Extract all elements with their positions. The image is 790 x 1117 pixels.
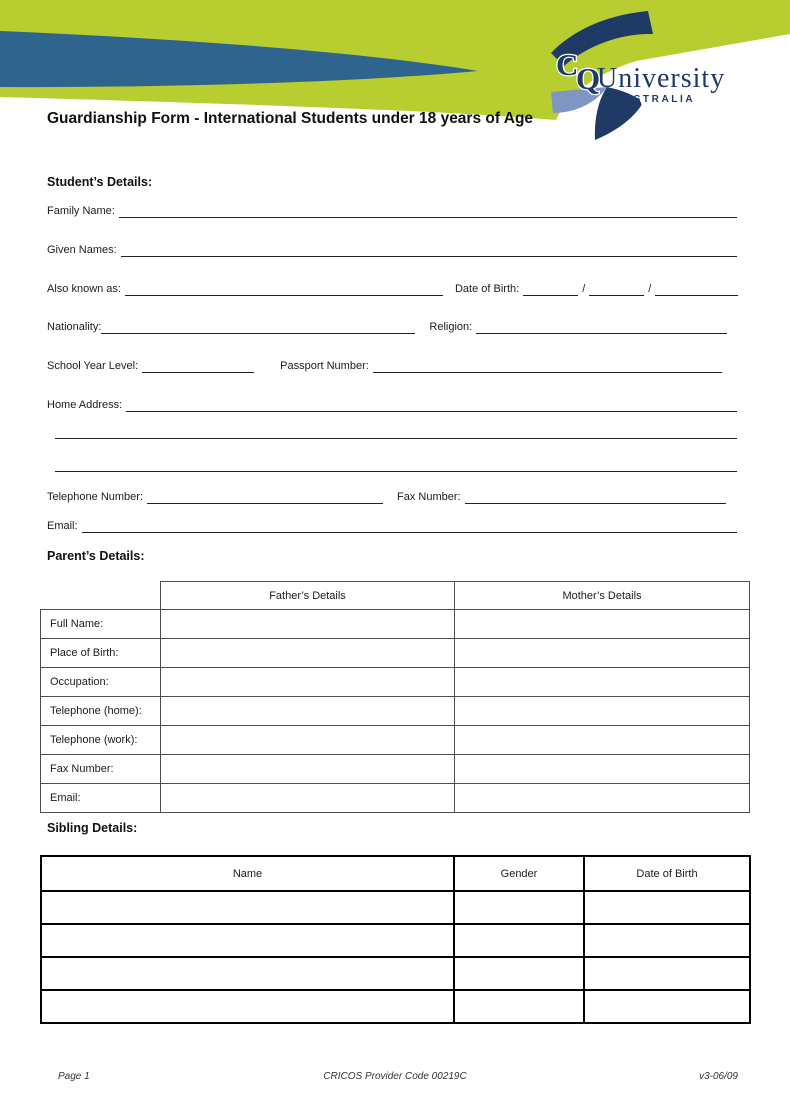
home-address-row-3 xyxy=(55,457,737,472)
mother-telephone-home-cell[interactable] xyxy=(455,697,750,726)
logo-university-wordmark: University xyxy=(597,63,726,94)
email-label: Email: xyxy=(47,520,78,532)
home-address-field-3[interactable] xyxy=(55,459,737,472)
mother-telephone-work-cell[interactable] xyxy=(455,726,750,755)
dob-day-field[interactable] xyxy=(523,283,578,296)
table-row xyxy=(41,924,750,957)
table-row xyxy=(41,639,750,668)
sibling-details-table xyxy=(40,855,751,1024)
nationality-field[interactable] xyxy=(101,321,415,334)
sibling-gender-column-header: Gender xyxy=(454,856,584,891)
table-row xyxy=(41,610,750,639)
telephone-number-field[interactable] xyxy=(147,491,383,504)
table-row xyxy=(41,755,750,784)
sibling-dob-cell[interactable] xyxy=(584,891,750,924)
father-details-column-header: Father’s Details xyxy=(161,582,455,610)
page-title: Guardianship Form - International Students under 18 years of Age xyxy=(47,110,534,127)
logo-letter-c: C xyxy=(556,47,579,82)
father-email-cell[interactable] xyxy=(161,784,455,813)
given-names-field[interactable] xyxy=(121,244,737,257)
sibling-gender-cell[interactable] xyxy=(454,891,584,924)
aka-dob-row xyxy=(47,281,738,296)
home-address-row-2 xyxy=(55,424,737,439)
telephone-work-row-label: Telephone (work): xyxy=(41,726,161,755)
email-field[interactable] xyxy=(82,520,737,533)
parent-details-heading: Parent’s Details: xyxy=(47,549,145,563)
father-full-name-cell[interactable] xyxy=(161,610,455,639)
sibling-dob-column-header: Date of Birth xyxy=(584,856,750,891)
sibling-gender-cell[interactable] xyxy=(454,924,584,957)
school-year-level-label: School Year Level: xyxy=(47,360,139,372)
dob-month-field[interactable] xyxy=(589,283,644,296)
school-passport-row xyxy=(47,358,722,373)
fax-number-label: Fax Number: xyxy=(397,491,461,503)
dob-year-field[interactable] xyxy=(655,283,738,296)
footer-cricos-code: CRICOS Provider Code 00219C xyxy=(323,1071,467,1082)
family-name-field[interactable] xyxy=(119,205,737,218)
passport-number-label: Passport Number: xyxy=(280,360,369,372)
table-row xyxy=(41,784,750,813)
mother-full-name-cell[interactable] xyxy=(455,610,750,639)
table-row xyxy=(41,697,750,726)
phone-fax-row xyxy=(47,489,726,504)
table-row xyxy=(41,957,750,990)
telephone-number-label: Telephone Number: xyxy=(47,491,144,503)
mother-occupation-cell[interactable] xyxy=(455,668,750,697)
table-row xyxy=(41,891,750,924)
father-telephone-home-cell[interactable] xyxy=(161,697,455,726)
nationality-religion-row xyxy=(47,319,727,334)
occupation-row-label: Occupation: xyxy=(41,668,161,697)
home-address-label: Home Address: xyxy=(47,399,123,411)
school-year-level-field[interactable] xyxy=(142,360,254,373)
mother-details-column-header: Mother’s Details xyxy=(455,582,750,610)
parent-details-table xyxy=(40,581,750,813)
home-address-field-2[interactable] xyxy=(55,426,737,439)
email-row-label: Email: xyxy=(41,784,161,813)
place-of-birth-row-label: Place of Birth: xyxy=(41,639,161,668)
father-place-of-birth-cell[interactable] xyxy=(161,639,455,668)
father-occupation-cell[interactable] xyxy=(161,668,455,697)
given-names-row xyxy=(47,242,737,257)
religion-label: Religion: xyxy=(429,321,473,333)
footer-version: v3-06/09 xyxy=(699,1071,738,1082)
table-row xyxy=(41,726,750,755)
table-row xyxy=(41,990,750,1023)
sibling-table-header-row xyxy=(41,856,750,891)
home-address-field[interactable] xyxy=(126,399,737,412)
telephone-home-row-label: Telephone (home): xyxy=(41,697,161,726)
mother-email-cell[interactable] xyxy=(455,784,750,813)
sibling-dob-cell[interactable] xyxy=(584,990,750,1023)
sibling-name-cell[interactable] xyxy=(41,957,454,990)
sibling-details-heading: Sibling Details: xyxy=(47,821,138,835)
logo-country-wordmark: AUSTRALIA xyxy=(614,94,696,105)
mother-fax-number-cell[interactable] xyxy=(455,755,750,784)
home-address-row xyxy=(47,397,737,412)
sibling-dob-cell[interactable] xyxy=(584,957,750,990)
sibling-dob-cell[interactable] xyxy=(584,924,750,957)
fax-number-field[interactable] xyxy=(465,491,726,504)
parent-table-corner-cell xyxy=(41,582,161,610)
father-telephone-work-cell[interactable] xyxy=(161,726,455,755)
father-fax-number-cell[interactable] xyxy=(161,755,455,784)
logo-letter-q: Q xyxy=(576,61,601,96)
dob-separator: / xyxy=(582,283,586,295)
family-name-label: Family Name: xyxy=(47,205,115,217)
sibling-name-cell[interactable] xyxy=(41,891,454,924)
sibling-name-cell[interactable] xyxy=(41,924,454,957)
also-known-as-field[interactable] xyxy=(125,283,443,296)
sibling-gender-cell[interactable] xyxy=(454,990,584,1023)
email-row xyxy=(47,518,737,533)
family-name-row xyxy=(47,203,737,218)
religion-field[interactable] xyxy=(476,321,727,334)
sibling-name-column-header: Name xyxy=(41,856,454,891)
sibling-gender-cell[interactable] xyxy=(454,957,584,990)
dob-separator: / xyxy=(648,283,652,295)
full-name-row-label: Full Name: xyxy=(41,610,161,639)
table-row xyxy=(41,668,750,697)
mother-place-of-birth-cell[interactable] xyxy=(455,639,750,668)
student-details-heading: Student’s Details: xyxy=(47,175,153,189)
also-known-as-label: Also known as: xyxy=(47,283,121,295)
footer-page-number: Page 1 xyxy=(58,1071,90,1082)
parent-table-header-row xyxy=(41,582,750,610)
given-names-label: Given Names: xyxy=(47,244,117,256)
passport-number-field[interactable] xyxy=(373,360,722,373)
nationality-label: Nationality: xyxy=(47,321,102,333)
date-of-birth-label: Date of Birth: xyxy=(454,283,520,295)
sibling-name-cell[interactable] xyxy=(41,990,454,1023)
fax-number-row-label: Fax Number: xyxy=(41,755,161,784)
